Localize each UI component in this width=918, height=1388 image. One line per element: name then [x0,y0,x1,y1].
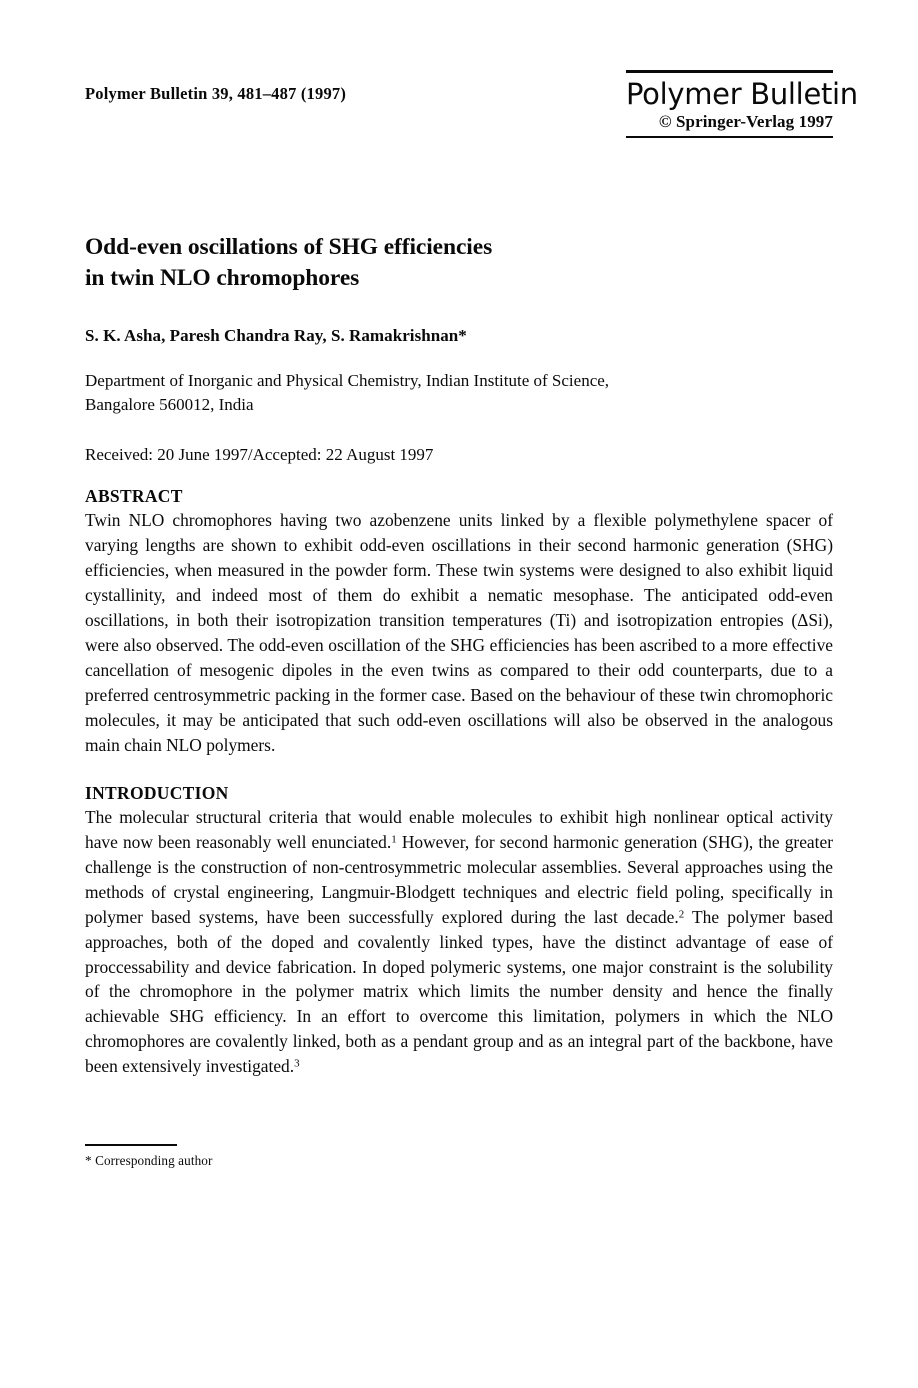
affiliation [85,369,833,417]
footnote-block [85,1144,485,1169]
masthead-bottom-rule [626,136,833,138]
article-body [85,486,833,1079]
affiliation-line-1: Department of Inorganic and Physical Chemistry, Indian Institute of Science, [85,370,610,390]
affiliation-line-2: Bangalore 560012, India [85,394,254,414]
page-header [85,70,858,170]
copyright-notice: © Springer-Verlag 1997 [658,112,833,132]
reference-marker-2: 2 [678,907,685,920]
article-title-line-2: in twin NLO chromophores [85,265,360,292]
intro-text-part-2: However, for second harmonic generation (SHG), the greater challenge is the construction of non-centrosymmetric molecular assemblies. Several approaches using the methods of crystal engineering, Langmuir-Blodgett techniques and electric field poling, specifically in polymer based systems, have been successfully explored during the last decade. [85,831,833,927]
journal-masthead [626,70,858,138]
article-header [85,232,833,465]
abstract-section [85,486,833,758]
abstract-heading: ABSTRACT [85,486,183,506]
introduction-paragraph [85,805,833,1080]
page-title [85,232,833,295]
intro-text-part-1: The molecular structural criteria that would enable molecules to exhibit high nonlinear optical activity have now been reasonably well enunciated. [85,806,833,852]
received-accepted-dates: Received: 20 June 1997/Accepted: 22 August 1997 [85,444,434,464]
abstract-paragraph: Twin NLO chromophores having two azobenzene units linked by a flexible polymethylene spacer of varying lengths are shown to exhibit odd-even oscillations in their second harmonic generation (SHG) efficiencies, when measured in the powder form. These twin systems were designed to also exhibit liquid cystallinity, and indeed most of them do exhibit a nematic mesophase. The anticipated odd-even oscillations, in both their isotropization transition temperatures (Ti) and isotropization entropies (ΔSi), were also observed. The odd-even oscillation of the SHG efficiencies has been ascribed to a more effective cancellation of mesogenic dipoles in the even twins as compared to their odd counterparts, due to a preferred centrosymmetric packing in the former case. Based on the behaviour of these twin chromophoric molecules, it may be anticipated that such odd-even oscillations will also be observed in the analogous main chain NLO polymers. [85,510,833,755]
journal-citation: Polymer Bulletin 39, 481–487 (1997) [85,84,347,103]
introduction-heading: INTRODUCTION [85,782,229,803]
reference-marker-3: 3 [294,1057,300,1070]
intro-text-part-3: The polymer based approaches, both of the doped and covalently linked types, have the distinct advantage of ease of proccessability and device fabrication. In doped polymeric systems, one major constraint is the solubility of the chromophore in the polymer matrix which limits the number density and hence the finally achievable SHG efficiency. In an effort to overcome this limitation, polymers in which the NLO chromophores are covalently linked, both as a pendant group and as an integral part of the backbone, have been extensively investigated. [85,906,833,1077]
corresponding-author-note: * Corresponding author [85,1152,213,1168]
reference-marker-1: 1 [391,832,397,845]
masthead-top-rule [626,70,833,73]
introduction-section [85,783,833,1080]
footnote-separator-rule [85,1144,177,1146]
author-list: S. K. Asha, Paresh Chandra Ray, S. Ramakrishnan* [85,325,467,345]
article-title-line-1: Odd-even oscillations of SHG efficiencies [85,234,493,260]
journal-title: Polymer Bulletin [626,77,858,111]
